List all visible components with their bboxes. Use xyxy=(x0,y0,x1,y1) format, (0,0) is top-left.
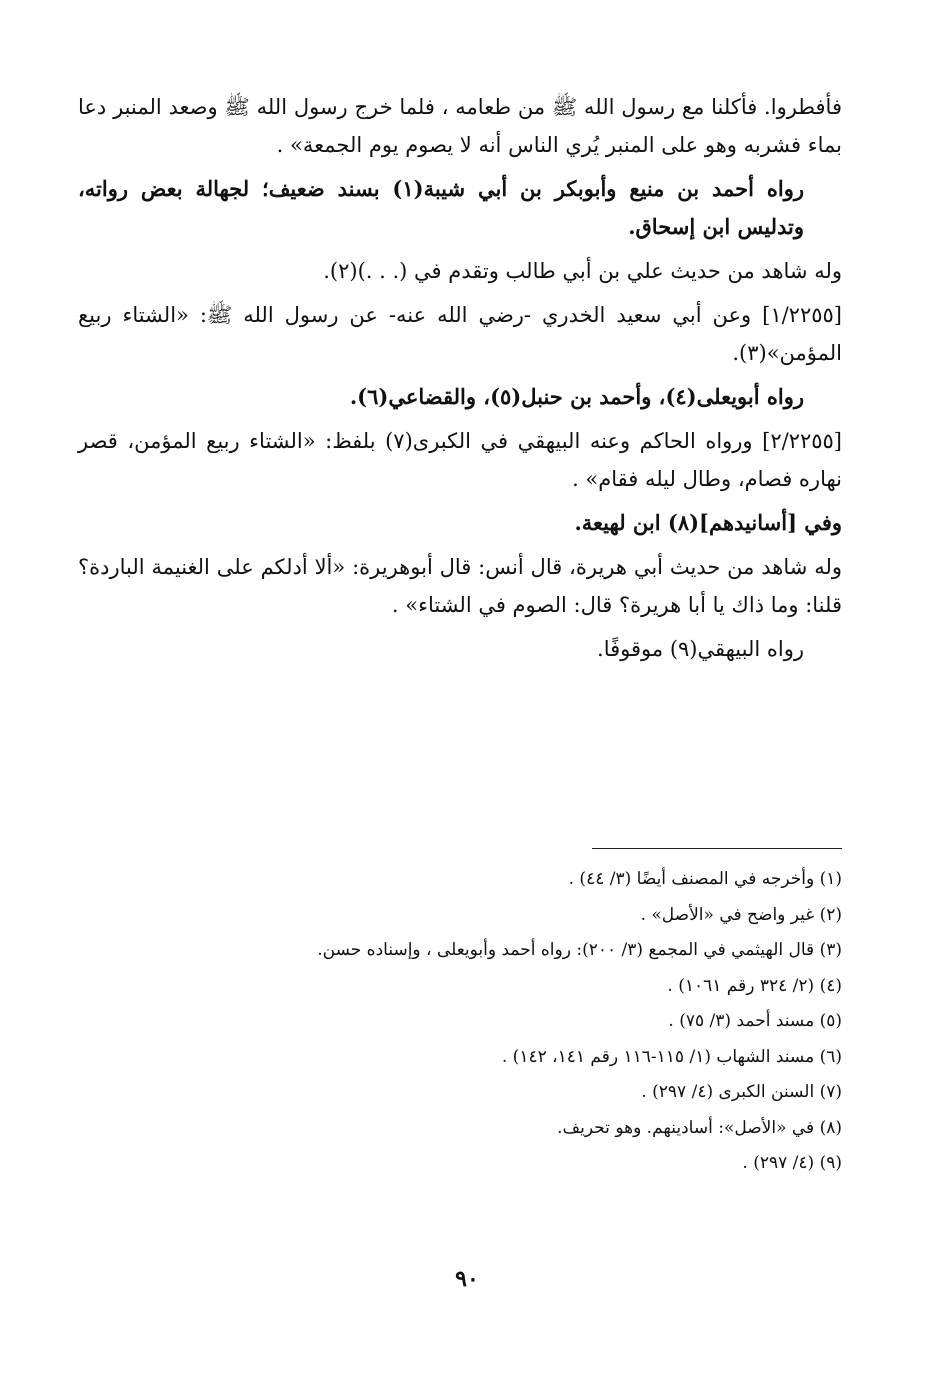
footnote-2: (٢) غير واضح في «الأصل» . xyxy=(640,904,842,925)
footnote-7: (٧) السنن الكبرى (٤/ ٢٩٧) . xyxy=(641,1082,842,1102)
footnote-8: (٨) في «الأصل»: أسادينهم. وهو تحريف. xyxy=(557,1117,842,1138)
footnote-6: (٦) مسند الشهاب (١/ ١١٥-١١٦ رقم ١٤١، ١٤٢) . xyxy=(501,1046,842,1067)
paragraph-5: رواه أبويعلى(٤)، وأحمد بن حنبل(٥)، والقضاعي(٦). xyxy=(349,384,804,409)
footnote-divider xyxy=(592,848,842,849)
footnote-5: (٥) مسند أحمد (٣/ ٧٥) . xyxy=(668,1011,842,1031)
footnotes xyxy=(78,862,842,1182)
main-text xyxy=(78,88,842,674)
page-number: ٩٠ xyxy=(455,1266,479,1292)
paragraph-6: [٢/٢٢٥٥] ورواه الحاكم وعنه البيهقي في الكبرى(٧) بلفظ: «الشتاء ربيع المؤمن، قصر نهاره فصام، وطال ليله فقام» . xyxy=(78,429,842,491)
footnote-3: (٣) قال الهيثمي في المجمع (٣/ ٢٠٠): رواه أحمد وأبويعلى ، وإسناده حسن. xyxy=(317,940,842,960)
footnote-4: (٤) (٢/ ٣٢٤ رقم ١٠٦١) . xyxy=(667,975,842,996)
paragraph-7: وفي [أسانيدهم](٨) ابن لهيعة. xyxy=(574,510,842,535)
paragraph-8: وله شاهد من حديث أبي هريرة، قال أنس: قال أبوهريرة: «ألا أدلكم على الغنيمة الباردة؟ قلنا: وما ذاك يا أبا هريرة؟ قال: الصوم في الشتاء» . xyxy=(78,555,842,617)
footnote-1: (١) وأخرجه في المصنف أيضًا (٣/ ٤٤) . xyxy=(568,869,842,889)
paragraph-9: رواه البيهقي(٩) موقوفًا. xyxy=(597,637,804,661)
footnote-9: (٩) (٤/ ٢٩٧) . xyxy=(742,1153,842,1173)
paragraph-4: [١/٢٢٥٥] وعن أبي سعيد الخدري -رضي الله عنه- عن رسول الله ﷺ: «الشتاء ربيع المؤمن»(٣). xyxy=(78,303,842,365)
paragraph-1: فأفطروا. فأكلنا مع رسول الله ﷺ من طعامه ، فلما خرج رسول الله ﷺ وصعد المنبر دعا بماء فشربه وهو على المنبر يُري الناس أنه لا يصوم يوم الجمعة» . xyxy=(78,95,842,157)
paragraph-2: رواه أحمد بن منيع وأبوبكر بن أبي شيبة(١) بسند ضعيف؛ لجهالة بعض رواته، وتدليس ابن إسحاق. xyxy=(78,176,804,239)
paragraph-3: وله شاهد من حديث علي بن أبي طالب وتقدم في (. . .)(٢). xyxy=(323,259,842,283)
